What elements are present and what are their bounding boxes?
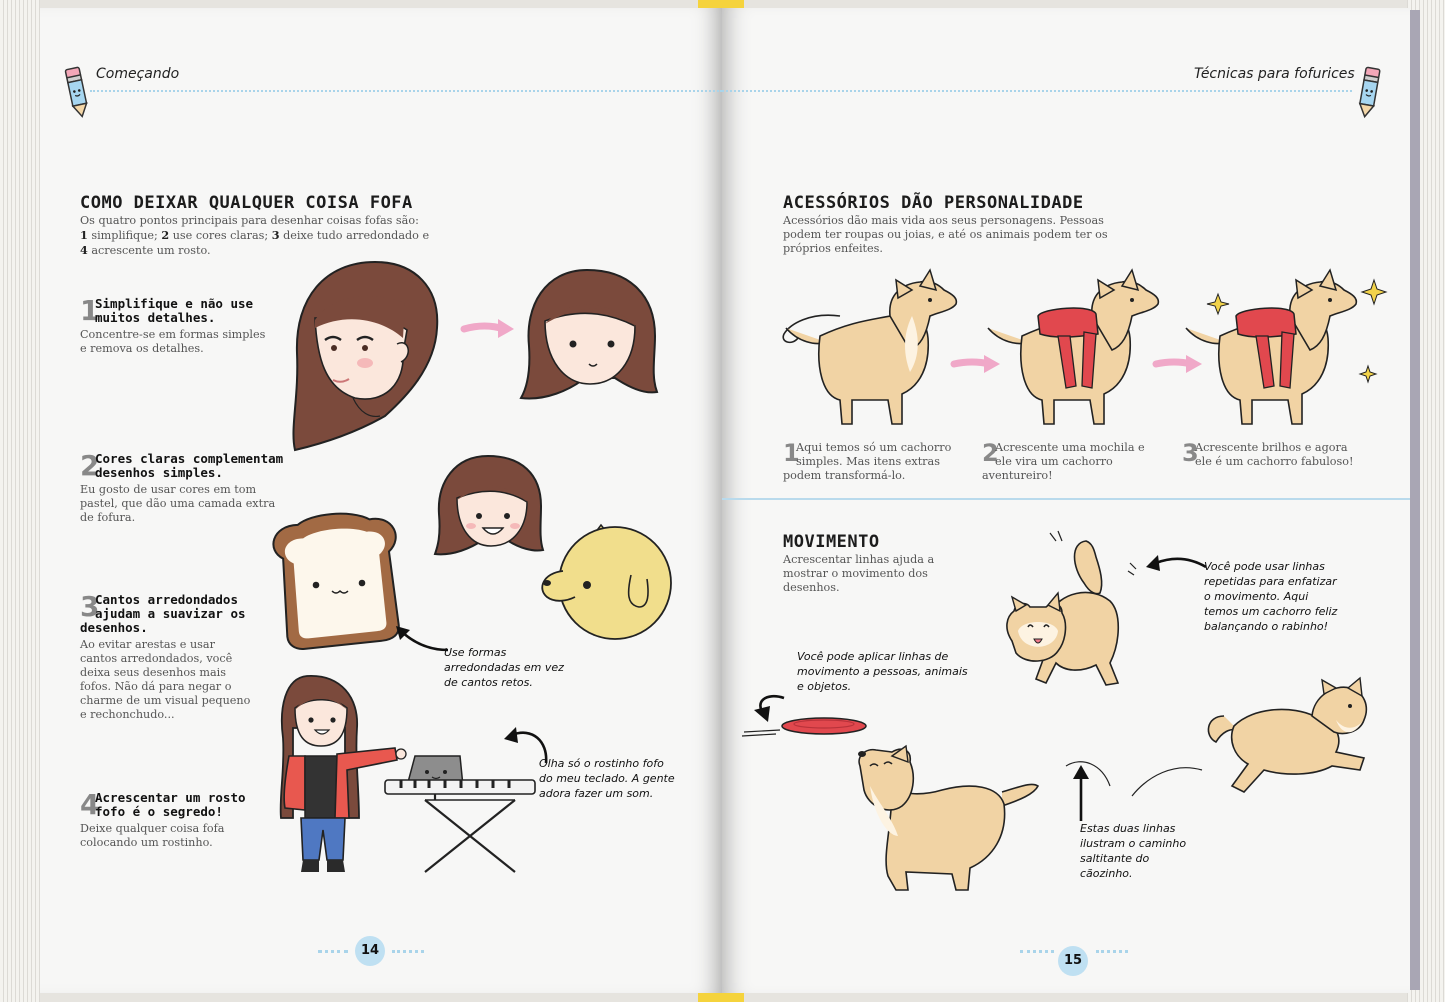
colored-girl-head-illustration: [433, 452, 548, 562]
step-body: Concentre-se em formas simples e remova os detalhes.: [80, 328, 266, 355]
caption-3: 3 Acrescente brilhos e agora ele é um cachorro fabuloso!: [1182, 439, 1354, 468]
step-number: 2: [80, 449, 100, 482]
page-edges-left: [0, 0, 40, 1002]
page-number-dots: [318, 950, 348, 953]
step-title: desenhos.: [80, 620, 148, 635]
annotation-keyboard: Olha só o rostinho fofo do meu teclado. A gente adora fazer um som.: [539, 757, 675, 800]
section-intro: Acrescentar linhas ajuda a mostrar o movimento dos desenhos.: [783, 553, 935, 595]
detailed-girl-illustration: [285, 258, 455, 453]
arrow-icon: [460, 313, 520, 343]
step-number: 4: [80, 788, 100, 821]
section-intro: Acessórios dão mais vida aos seus personagens. Pessoas podem ter roupas ou joias, e até os animais podem ter os próprios enfeites.: [783, 214, 1108, 256]
intro-line: 4 acrescente um rosto.: [80, 243, 211, 258]
section-title: COMO DEIXAR QUALQUER COISA FOFA: [80, 193, 413, 213]
yellow-dog-head-illustration: [535, 523, 675, 643]
jumping-dog-illustration: [1204, 676, 1374, 796]
step-number: 1: [80, 294, 100, 327]
arrow-icon: [1142, 553, 1210, 578]
section-divider: [722, 498, 1410, 500]
bookmark-tab-bottom: [698, 993, 744, 1002]
arrow-icon: [392, 620, 452, 660]
arrow-icon: [1071, 763, 1091, 823]
pencil-icon: [1354, 64, 1384, 120]
step-body: Eu gosto de usar cores em tom pastel, que dão uma camada extra de fofura.: [80, 483, 276, 524]
section-title: ACESSÓRIOS DÃO PERSONALIDADE: [783, 193, 1084, 213]
step-title: Simplifique e não use muitos detalhes.: [95, 296, 254, 325]
step-3: [80, 590, 290, 728]
howling-dog-illustration: [852, 746, 1042, 896]
dog-sparkles-illustration: [1180, 276, 1390, 431]
step-title: Acrescentar um rosto fofo é o segredo!: [95, 790, 246, 819]
running-header: Começando: [96, 66, 180, 82]
simple-girl-head-illustration: [515, 266, 665, 406]
step-title: Cantos arredondados ajudam a suavizar os: [95, 592, 246, 621]
dog-backpack-illustration: [982, 276, 1172, 431]
cover-edge: [1410, 10, 1420, 990]
step-2: [80, 449, 300, 532]
header-dotted-rule: [90, 90, 722, 92]
toast-illustration: [268, 513, 408, 648]
annotation-jump-path: Estas duas linhas ilustram o caminho saltitante do cãozinho.: [1080, 822, 1187, 880]
header-dotted-rule: [722, 90, 1352, 92]
step-4: [80, 788, 290, 861]
left-page: [40, 8, 722, 993]
right-page: [722, 8, 1410, 993]
section-title: MOVIMENTO: [783, 532, 880, 552]
page-number: 15: [1058, 946, 1088, 976]
girl-with-keyboard-illustration: [275, 668, 535, 883]
bookmark-tab: [698, 0, 744, 8]
annotation-rounded-shapes: Use formas arredondadas em vez de cantos retos.: [444, 646, 564, 689]
step-number: 3: [80, 590, 100, 623]
caption-1: 1 Aqui temos só um cachorro simples. Mas itens extras podem transformá-lo.: [783, 439, 952, 482]
page-number-dots: [392, 950, 424, 953]
step-title: Cores claras complementam desenhos simples.: [95, 451, 284, 480]
page-number-dots: [1020, 950, 1054, 953]
annotation-frisbee: Você pode aplicar linhas de movimento a pessoas, animais e objetos.: [797, 650, 968, 693]
pencil-icon: [62, 64, 92, 120]
running-header: Técnicas para fofurices: [1194, 66, 1355, 82]
step-body: Ao evitar arestas e usar cantos arredondados, você deixa seus desenhos mais fofos. Não dá para negar o charme de um visual pequeno e rechonchudo...: [80, 638, 251, 721]
annotation-tail-movement: Você pode usar linhas repetidas para enfatizar o movimento. Aqui temos um cachorro feliz balançando o rabinho!: [1204, 560, 1338, 633]
step-body: Deixe qualquer coisa fofa colocando um rostinho.: [80, 822, 225, 849]
frisbee-illustration: [740, 684, 880, 744]
wagging-dog-illustration: [1000, 523, 1140, 718]
page-number-dots: [1096, 950, 1128, 953]
step-1: [80, 294, 290, 367]
caption-2: 2 Acrescente uma mochila e ele vira um cachorro aventureiro!: [982, 439, 1145, 482]
intro-line: Os quatro pontos principais para desenhar coisas fofas são:: [80, 214, 419, 227]
intro-line: 1 simplifique; 2 use cores claras; 3 deixe tudo arredondado e: [80, 228, 430, 243]
dog-plain-illustration: [780, 276, 970, 431]
page-number: 14: [355, 936, 385, 966]
section-intro: [80, 214, 440, 259]
